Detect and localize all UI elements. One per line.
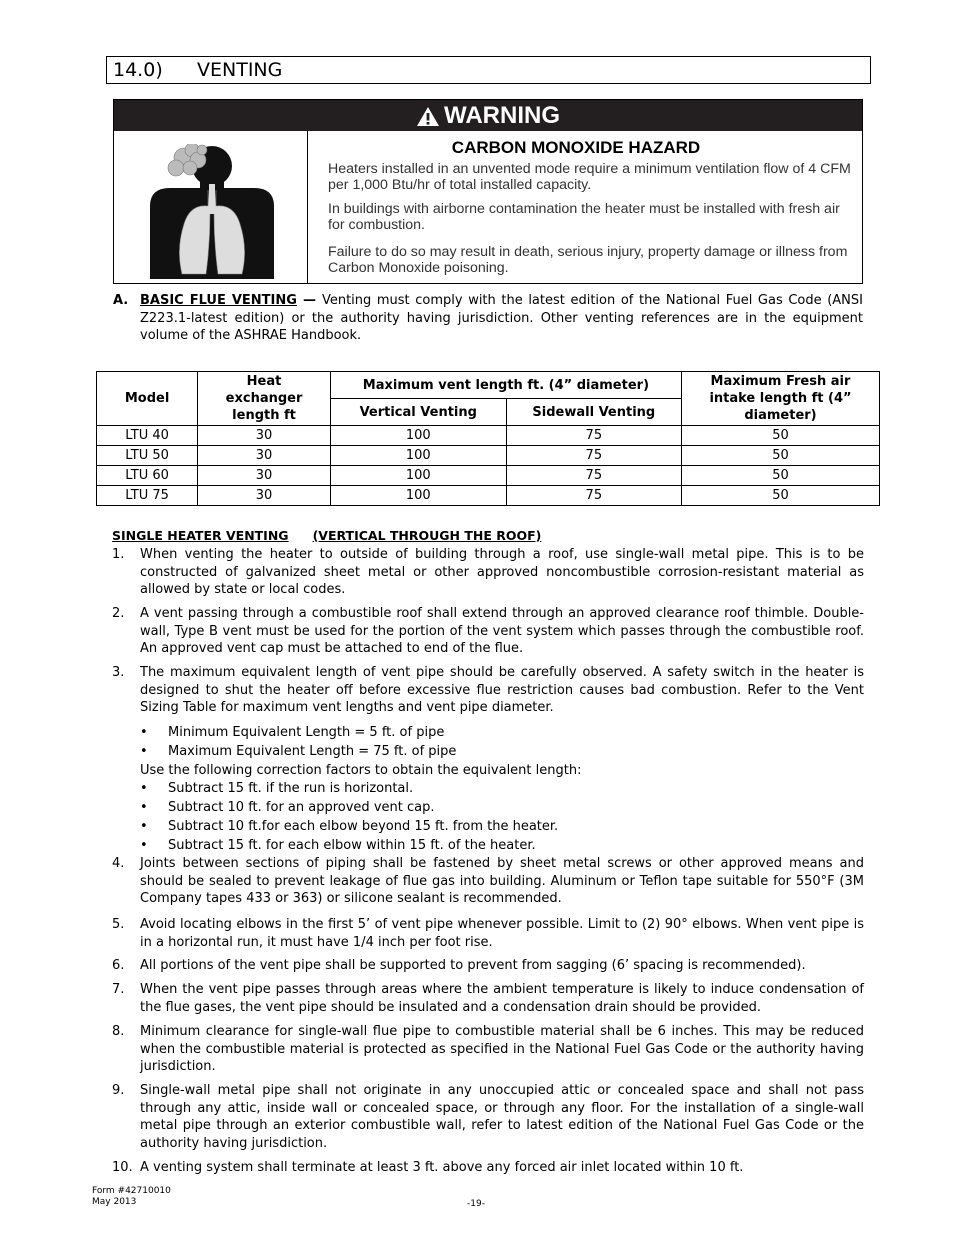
warning-divider — [307, 131, 308, 283]
warning-paragraph: Failure to do so may result in death, serious injury, property damage or illness from Carbon Monoxide poisoning. — [328, 244, 848, 276]
section-a-text: Venting must comply with the latest edition of the National Fuel Gas Code (ANSI Z223.1-latest edition) or the authority having jurisdiction. Other venting references are in the equipment volume of the ASHRAE Handbook. — [140, 293, 863, 344]
table-row: LTU 40 30 100 75 50 — [97, 426, 880, 446]
col-max-vent: Maximum vent length ft. (4” diameter) — [330, 372, 681, 399]
carbon-monoxide-inhalation-icon — [142, 144, 282, 279]
col-fresh-air: Maximum Fresh air intake length ft (4” diameter) — [681, 372, 879, 426]
table-row: LTU 60 30 100 75 50 — [97, 466, 880, 486]
section-title: VENTING — [197, 59, 283, 81]
col-heat-exchanger: Heat exchanger length ft — [198, 372, 331, 426]
col-sidewall: Sidewall Venting — [506, 399, 681, 426]
warning-header: WARNING — [114, 100, 862, 131]
warning-paragraph: In buildings with airborne contamination the heater must be installed with fresh air for combustion. — [328, 201, 840, 233]
col-model: Model — [97, 372, 198, 426]
correction-intro: Use the following correction factors to obtain the equivalent length: — [140, 763, 582, 778]
footer-form-info: Form #42710010 May 2013 — [92, 1186, 171, 1207]
section-a-heading: BASIC FLUE VENTING — [140, 293, 297, 308]
section-header — [106, 56, 871, 84]
hazard-title: CARBON MONOXIDE HAZARD — [451, 138, 701, 157]
vent-sizing-table — [96, 371, 880, 506]
warning-box — [113, 99, 863, 284]
table-row: LTU 50 30 100 75 50 — [97, 446, 880, 466]
table-row: LTU 75 30 100 75 50 — [97, 486, 880, 506]
warning-triangle-icon — [416, 106, 440, 127]
single-heater-heading: SINGLE HEATER VENTING (VERTICAL THROUGH THE ROOF) — [112, 528, 542, 543]
section-a-label: A. — [113, 293, 129, 308]
warning-paragraph: Heaters installed in an unvented mode require a minimum ventilation flow of 4 CFM per 1,000 Btu/hr of total installed capacity. — [328, 161, 851, 193]
page-number: -19- — [467, 1199, 485, 1209]
section-a: A. BASIC FLUE VENTING — Venting must comply with the latest edition of the National Fuel Gas Code (ANSI Z223.1-latest edition) or the authority having jurisdiction. Other venting references are in the equipment volume of the ASHRAE Handbook. — [113, 293, 863, 344]
col-vertical: Vertical Venting — [330, 399, 506, 426]
section-number: 14.0) — [113, 59, 163, 81]
